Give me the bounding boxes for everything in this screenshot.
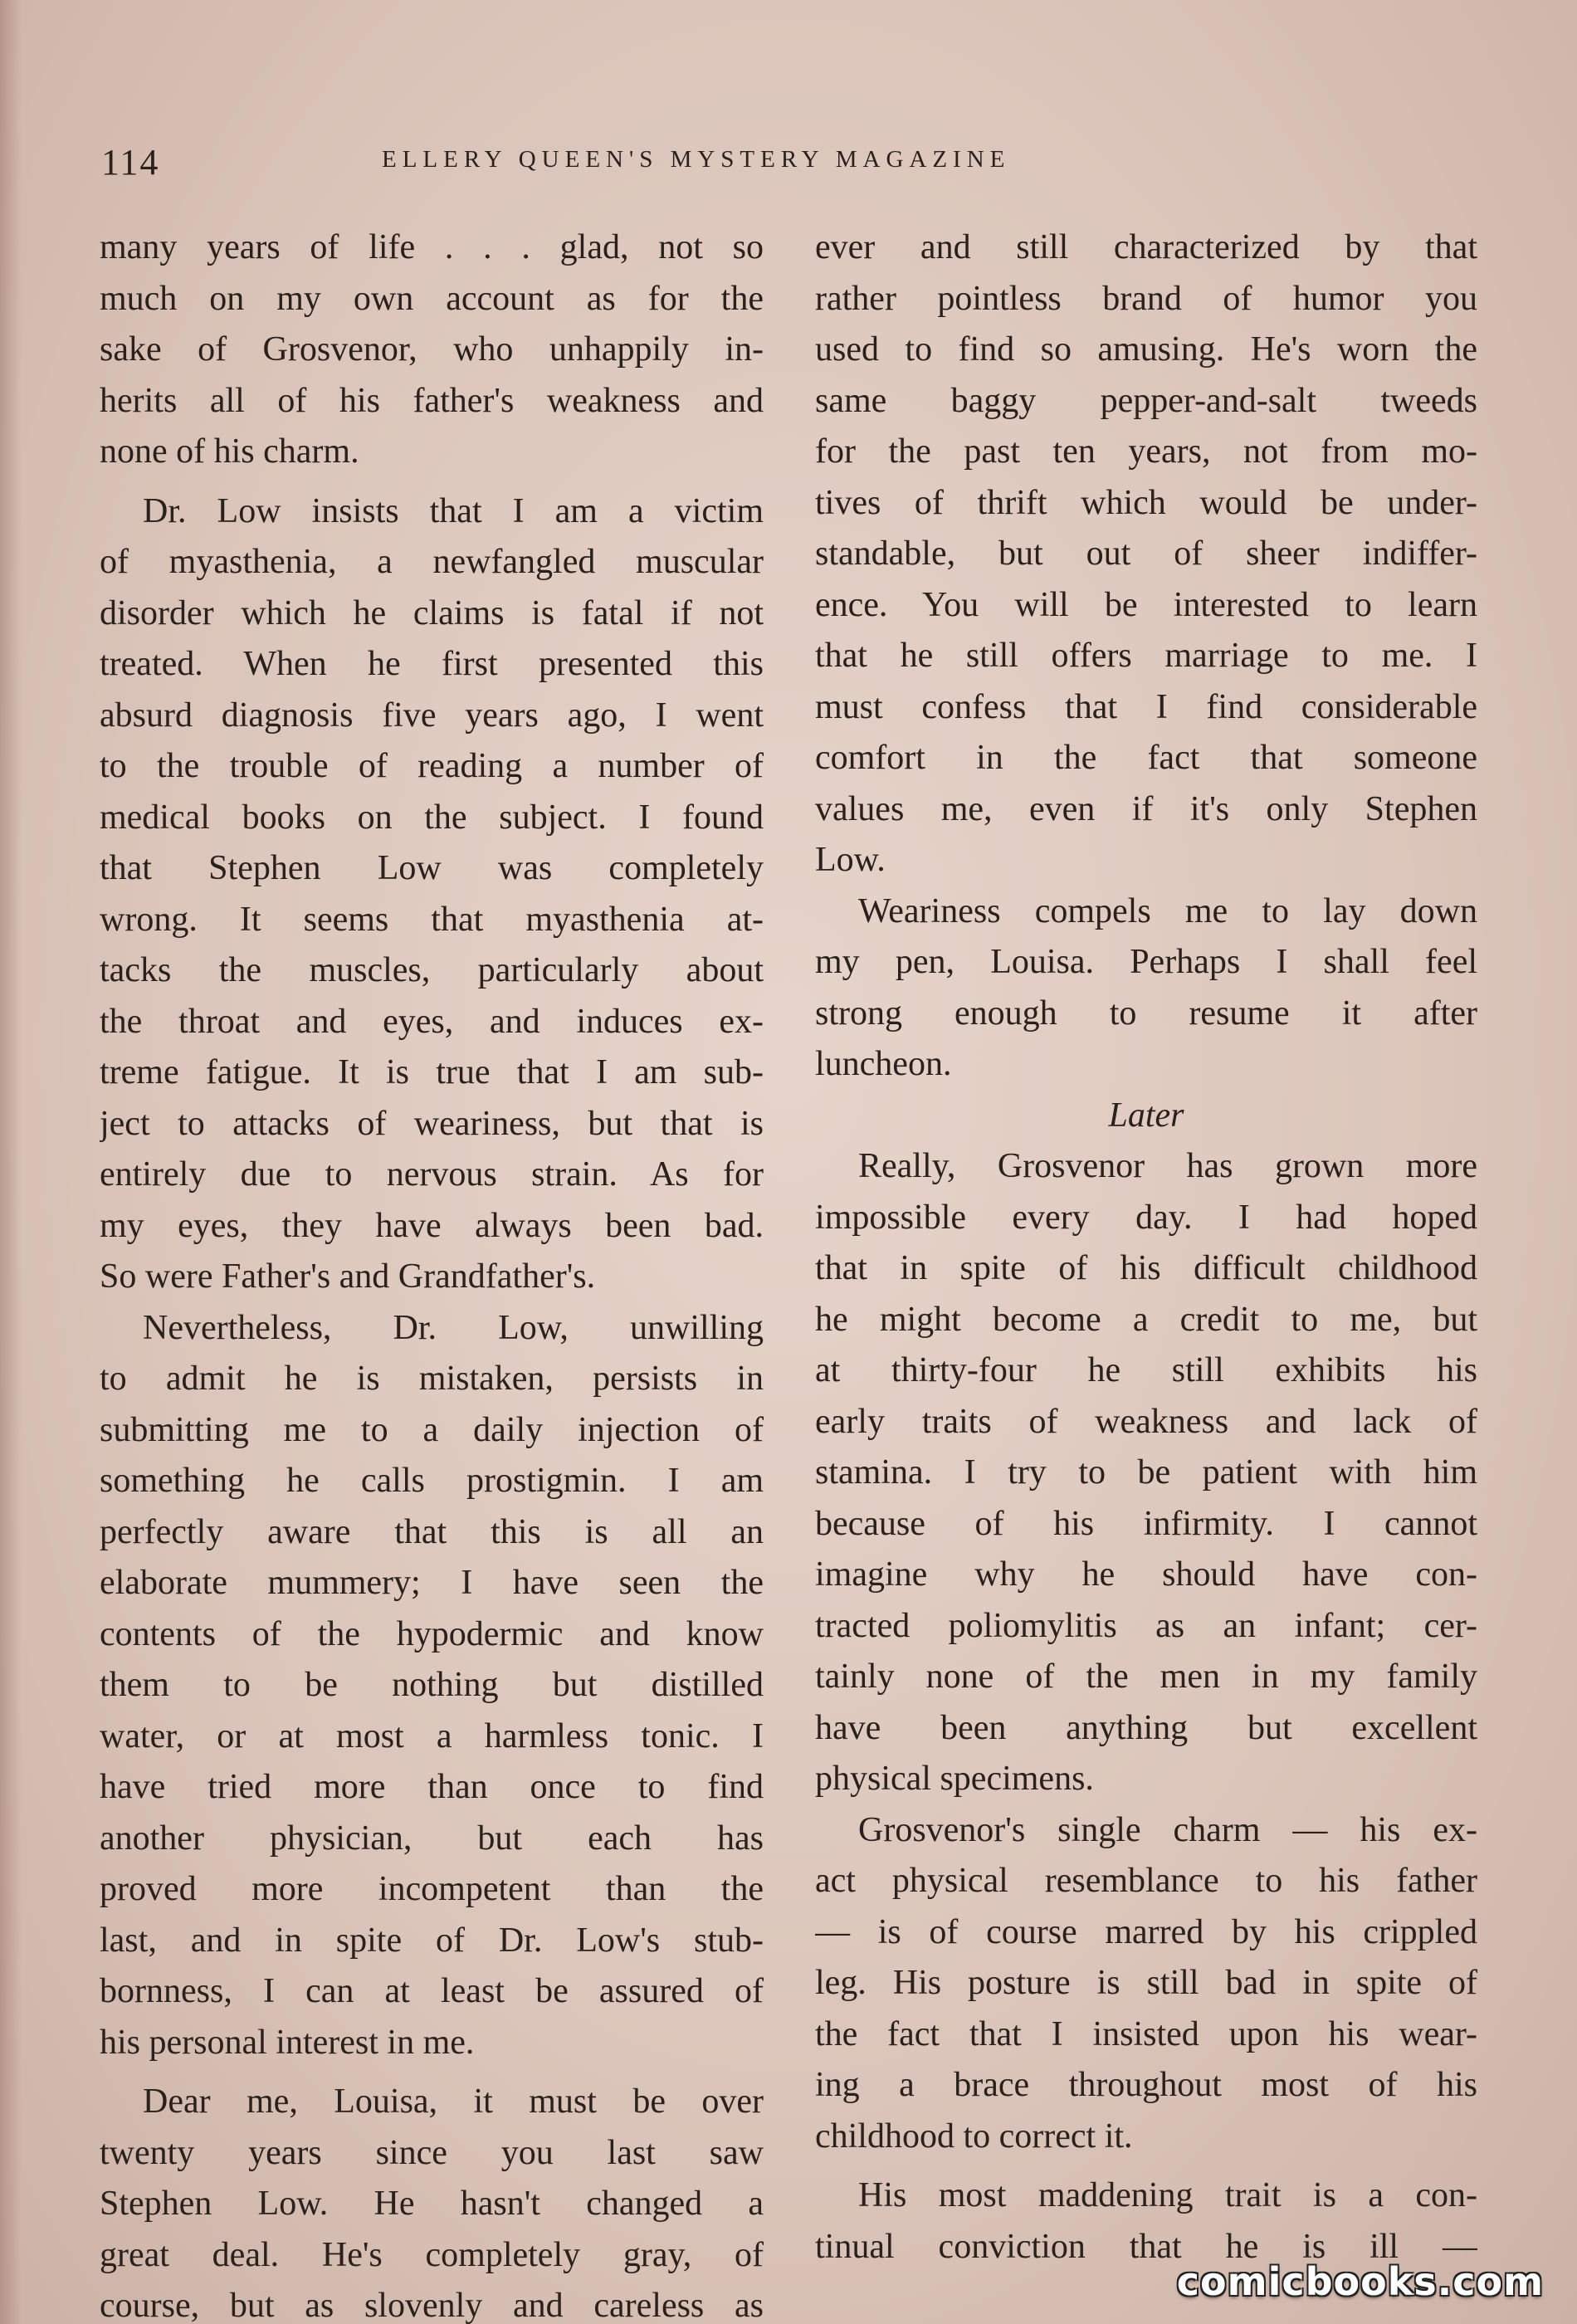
text-line: His most maddening trait is a con- (858, 2176, 1477, 2214)
text-line: Grosvenor's single charm — his ex- (858, 1810, 1477, 1849)
text-line: of myasthenia, a newfangled muscular (100, 543, 764, 581)
text-line: to admit he is mistaken, persists in (100, 1360, 764, 1398)
text-line: submitting me to a daily injection of (100, 1410, 764, 1449)
text-line: none of his charm. (100, 432, 359, 471)
text-line: Dr. Low insists that I am a victim (143, 491, 764, 530)
text-line: the throat and eyes, and induces ex- (100, 1002, 764, 1041)
text-line: disorder which he claims is fatal if not (100, 593, 764, 632)
text-line: absurd diagnosis five years ago, I went (100, 696, 764, 735)
text-line: perfectly aware that this is all an (100, 1512, 764, 1551)
text-line: that in spite of his difficult childhood (815, 1249, 1477, 1287)
section-heading: Later (1108, 1096, 1184, 1135)
text-line: herits all of his father's weakness and (100, 381, 764, 420)
text-line: much on my own account as for the (100, 279, 764, 318)
text-line: imagine why he should have con- (815, 1555, 1477, 1594)
text-line: that he still offers marriage to me. I (815, 637, 1477, 675)
text-line: for the past ten years, not from mo- (815, 432, 1477, 471)
page-number: 114 (101, 142, 160, 183)
text-line: stamina. I try to be patient with him (815, 1453, 1477, 1492)
text-line: rather pointless brand of humor you (815, 279, 1477, 318)
text-line: Weariness compels me to lay down (858, 891, 1477, 930)
text-line: So were Father's and Grandfather's. (100, 1257, 596, 1296)
text-line: must confess that I find considerable (815, 687, 1477, 726)
text-line: the fact that I insisted upon his wear- (815, 2014, 1477, 2053)
text-line: standable, but out of sheer indiffer- (815, 535, 1477, 573)
text-line: Really, Grosvenor has grown more (858, 1147, 1477, 1185)
text-line: that Stephen Low was completely (100, 849, 764, 887)
text-line: same baggy pepper-and-salt tweeds (815, 381, 1477, 420)
text-line: course, but as slovenly and careless as (100, 2287, 764, 2324)
text-line: tracted poliomylitis as an infant; cer- (815, 1606, 1477, 1645)
text-line: Low. (815, 841, 886, 879)
text-line: tinual conviction that he is ill — (815, 2227, 1477, 2266)
text-line: to the trouble of reading a number of (100, 747, 764, 785)
text-line: ence. You will be interested to learn (815, 585, 1477, 624)
text-line: at thirty-four he still exhibits his (815, 1351, 1477, 1389)
text-line: leg. His posture is still bad in spite of (815, 1964, 1477, 2002)
text-line: tives of thrift which would be under- (815, 483, 1477, 522)
text-line: twenty years since you last saw (100, 2133, 764, 2172)
page-fold-shadow (0, 0, 22, 2324)
text-line: something he calls prostigmin. I am (100, 1462, 764, 1500)
text-line: ever and still characterized by that (815, 228, 1477, 266)
text-line: tacks the muscles, particularly about (100, 951, 764, 989)
text-line: treme fatigue. It is true that I am sub- (100, 1053, 764, 1091)
text-line: values me, even if it's only Stephen (815, 789, 1477, 828)
running-head: ELLERY QUEEN'S MYSTERY MAGAZINE (382, 146, 1011, 173)
text-line: Dear me, Louisa, it must be over (143, 2082, 764, 2121)
text-line: luncheon. (815, 1045, 952, 1083)
text-line: comfort in the fact that someone (815, 739, 1477, 777)
text-line: physical specimens. (815, 1760, 1094, 1798)
text-line: act physical resemblance to his father (815, 1862, 1477, 1900)
text-line: impossible every day. I had hoped (815, 1198, 1477, 1237)
text-line: have tried more than once to find (100, 1768, 764, 1806)
text-line: ing a brace throughout most of his (815, 2066, 1477, 2104)
text-line: sake of Grosvenor, who unhappily in- (100, 330, 764, 369)
text-line: another physician, but each has (100, 1819, 764, 1858)
text-line: many years of life . . . glad, not so (100, 228, 764, 266)
text-line: medical books on the subject. I found (100, 798, 764, 837)
right-text-column (815, 222, 1477, 2273)
text-line: his personal interest in me. (100, 2023, 475, 2062)
text-line: tainly none of the men in my family (815, 1658, 1477, 1696)
text-line: Stephen Low. He hasn't changed a (100, 2185, 764, 2223)
text-line: contents of the hypodermic and know (100, 1614, 764, 1653)
text-line: ject to attacks of weariness, but that is (100, 1104, 764, 1143)
text-line: entirely due to nervous strain. As for (100, 1155, 764, 1194)
text-line: water, or at most a harmless tonic. I (100, 1716, 764, 1755)
text-line: proved more incompetent than the (100, 1870, 764, 1908)
text-line: he might become a credit to me, but (815, 1300, 1477, 1339)
text-line: — is of course marred by his crippled (815, 1912, 1477, 1951)
text-line: childhood to correct it. (815, 2116, 1133, 2156)
text-line: great deal. He's completely gray, of (100, 2235, 764, 2274)
text-line: used to find so amusing. He's worn the (815, 330, 1477, 369)
text-line: wrong. It seems that myasthenia at- (100, 900, 764, 939)
text-line: treated. When he first presented this (100, 645, 764, 683)
text-line: my eyes, they have always been bad. (100, 1206, 764, 1245)
text-line: elaborate mummery; I have seen the (100, 1564, 764, 1602)
text-line: because of his infirmity. I cannot (815, 1504, 1477, 1543)
text-line: Nevertheless, Dr. Low, unwilling (143, 1308, 764, 1347)
text-line: early traits of weakness and lack of (815, 1402, 1477, 1441)
text-line: them to be nothing but distilled (100, 1666, 764, 1704)
text-line: strong enough to resume it after (815, 994, 1477, 1033)
text-line: my pen, Louisa. Perhaps I shall feel (815, 943, 1477, 981)
text-line: bornness, I can at least be assured of (100, 1972, 764, 2010)
left-text-column (100, 222, 764, 2324)
text-line: have been anything but excellent (815, 1708, 1477, 1747)
text-line: last, and in spite of Dr. Low's stub- (100, 1921, 764, 1960)
watermark: comicbooks.com (1176, 2259, 1544, 2304)
